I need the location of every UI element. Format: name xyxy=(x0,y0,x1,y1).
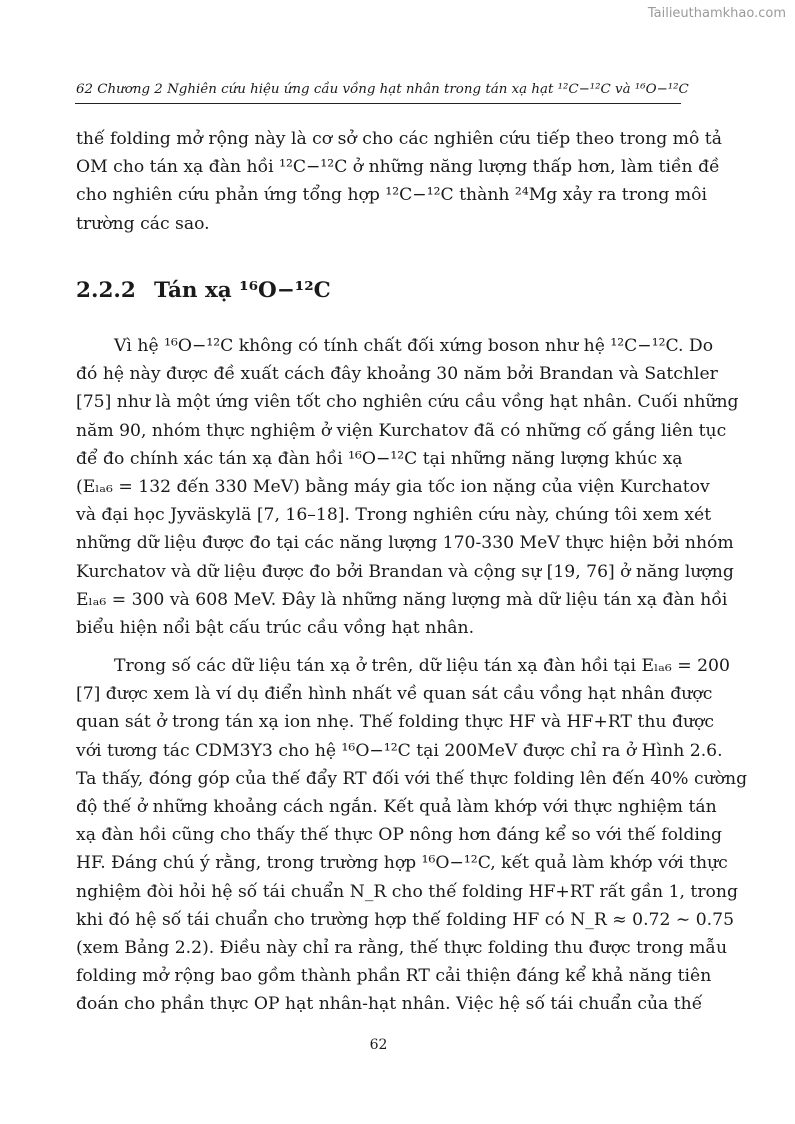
text-line: nghiệm đòi hỏi hệ số tái chuẩn N_R cho thế folding HF+RT rất gần 1, trong xyxy=(76,881,738,902)
section-number: 2.2.2 xyxy=(76,278,136,303)
text-line: [7] được xem là ví dụ điển hình nhất về quan sát cầu vồng hạt nhân được xyxy=(76,684,713,705)
text-line: thế folding mở rộng này là cơ sở cho các nghiên cứu tiếp theo trong mô tả xyxy=(76,129,722,149)
text-line: trường các sao. xyxy=(76,213,210,234)
text-line: để đo chính xác tán xạ đàn hồi ¹⁶O−¹²C tại những năng lượng khúc xạ xyxy=(76,448,683,469)
text-line: Kurchatov và dữ liệu được đo bởi Brandan và cộng sự [19, 76] ở năng lượng xyxy=(76,561,734,582)
text-line: quan sát ở trong tán xạ ion nhẹ. Thế folding thực HF và HF+RT thu được xyxy=(76,712,714,733)
intro-paragraph xyxy=(76,125,722,238)
text-line: với tương tác CDM3Y3 cho hệ ¹⁶O−¹²C tại 200MeV được chỉ ra ở Hình 2.6. xyxy=(76,740,723,761)
text-line: năm 90, nhóm thực nghiệm ở viện Kurchatov đã có những cố gắng liên tục xyxy=(76,420,727,441)
text-line: (xem Bảng 2.2). Điều này chỉ ra rằng, thế thực folding thu được trong mẫu xyxy=(76,937,728,958)
text-line: độ thế ở những khoảng cách ngắn. Kết quả làm khớp với thực nghiệm tán xyxy=(76,796,717,817)
text-line: cho nghiên cứu phản ứng tổng hợp ¹²C−¹²C thành ²⁴Mg xảy ra trong môi xyxy=(76,185,707,206)
text-line: folding mở rộng bao gồm thành phần RT cải thiện đáng kể khả năng tiên xyxy=(76,966,712,987)
text-line: đoán cho phần thực OP hạt nhân-hạt nhân. Việc hệ số tái chuẩn của thế xyxy=(76,994,703,1015)
text-line: biểu hiện nổi bật cấu trúc cầu vồng hạt nhân. xyxy=(76,617,475,638)
text-line: [75] như là một ứng viên tốt cho nghiên cứu cầu vồng hạt nhân. Cuối những xyxy=(76,392,739,413)
text-line: khi đó hệ số tái chuẩn cho trường hợp thế folding HF có N_R ≈ 0.72 ∼ 0.75 xyxy=(76,909,735,930)
paragraph-2 xyxy=(76,652,748,1018)
header-rule xyxy=(75,103,681,104)
text-line: đó hệ này được đề xuất cách đây khoảng 30 năm bởi Brandan và Satchler xyxy=(76,364,718,385)
running-header: 62 Chương 2 Nghiên cứu hiệu ứng cầu vồng hạt nhân trong tán xạ hạt ¹²C−¹²C và ¹⁶O−¹²C xyxy=(76,82,689,97)
text-line: Vì hệ ¹⁶O−¹²C không có tính chất đối xứng boson như hệ ¹²C−¹²C. Do xyxy=(114,336,714,356)
text-line: và đại học Jyväskylä [7, 16–18]. Trong nghiên cứu này, chúng tôi xem xét xyxy=(76,505,712,526)
text-line: Ta thấy, đóng góp của thế đẩy RT đối với thế thực folding lên đến 40% cường xyxy=(76,768,748,789)
text-line: xạ đàn hồi cũng cho thấy thế thực OP nông hơn đáng kể so với thế folding xyxy=(76,825,722,846)
text-line: Trong số các dữ liệu tán xạ ở trên, dữ liệu tán xạ đàn hồi tại Eₗₐ₆ = 200 xyxy=(114,656,730,676)
paragraph-1 xyxy=(76,332,739,642)
text-line: OM cho tán xạ đàn hồi ¹²C−¹²C ở những năng lượng thấp hơn, làm tiền đề xyxy=(76,157,720,178)
watermark: Tailieuthamkhao.com xyxy=(647,6,786,21)
section-title: Tán xạ ¹⁶O−¹²C xyxy=(154,278,331,303)
page-number: 62 xyxy=(369,1037,388,1053)
section-heading xyxy=(76,278,331,303)
text-line: HF. Đáng chú ý rằng, trong trường hợp ¹⁶O−¹²C, kết quả làm khớp với thực xyxy=(76,853,728,874)
text-line: những dữ liệu được đo tại các năng lượng 170-330 MeV thực hiện bởi nhóm xyxy=(76,533,734,554)
text-line: Eₗₐ₆ = 300 và 608 MeV. Đây là những năng lượng mà dữ liệu tán xạ đàn hồi xyxy=(76,589,728,610)
text-line: (Eₗₐ₆ = 132 đến 330 MeV) bằng máy gia tốc ion nặng của viện Kurchatov xyxy=(76,476,710,497)
